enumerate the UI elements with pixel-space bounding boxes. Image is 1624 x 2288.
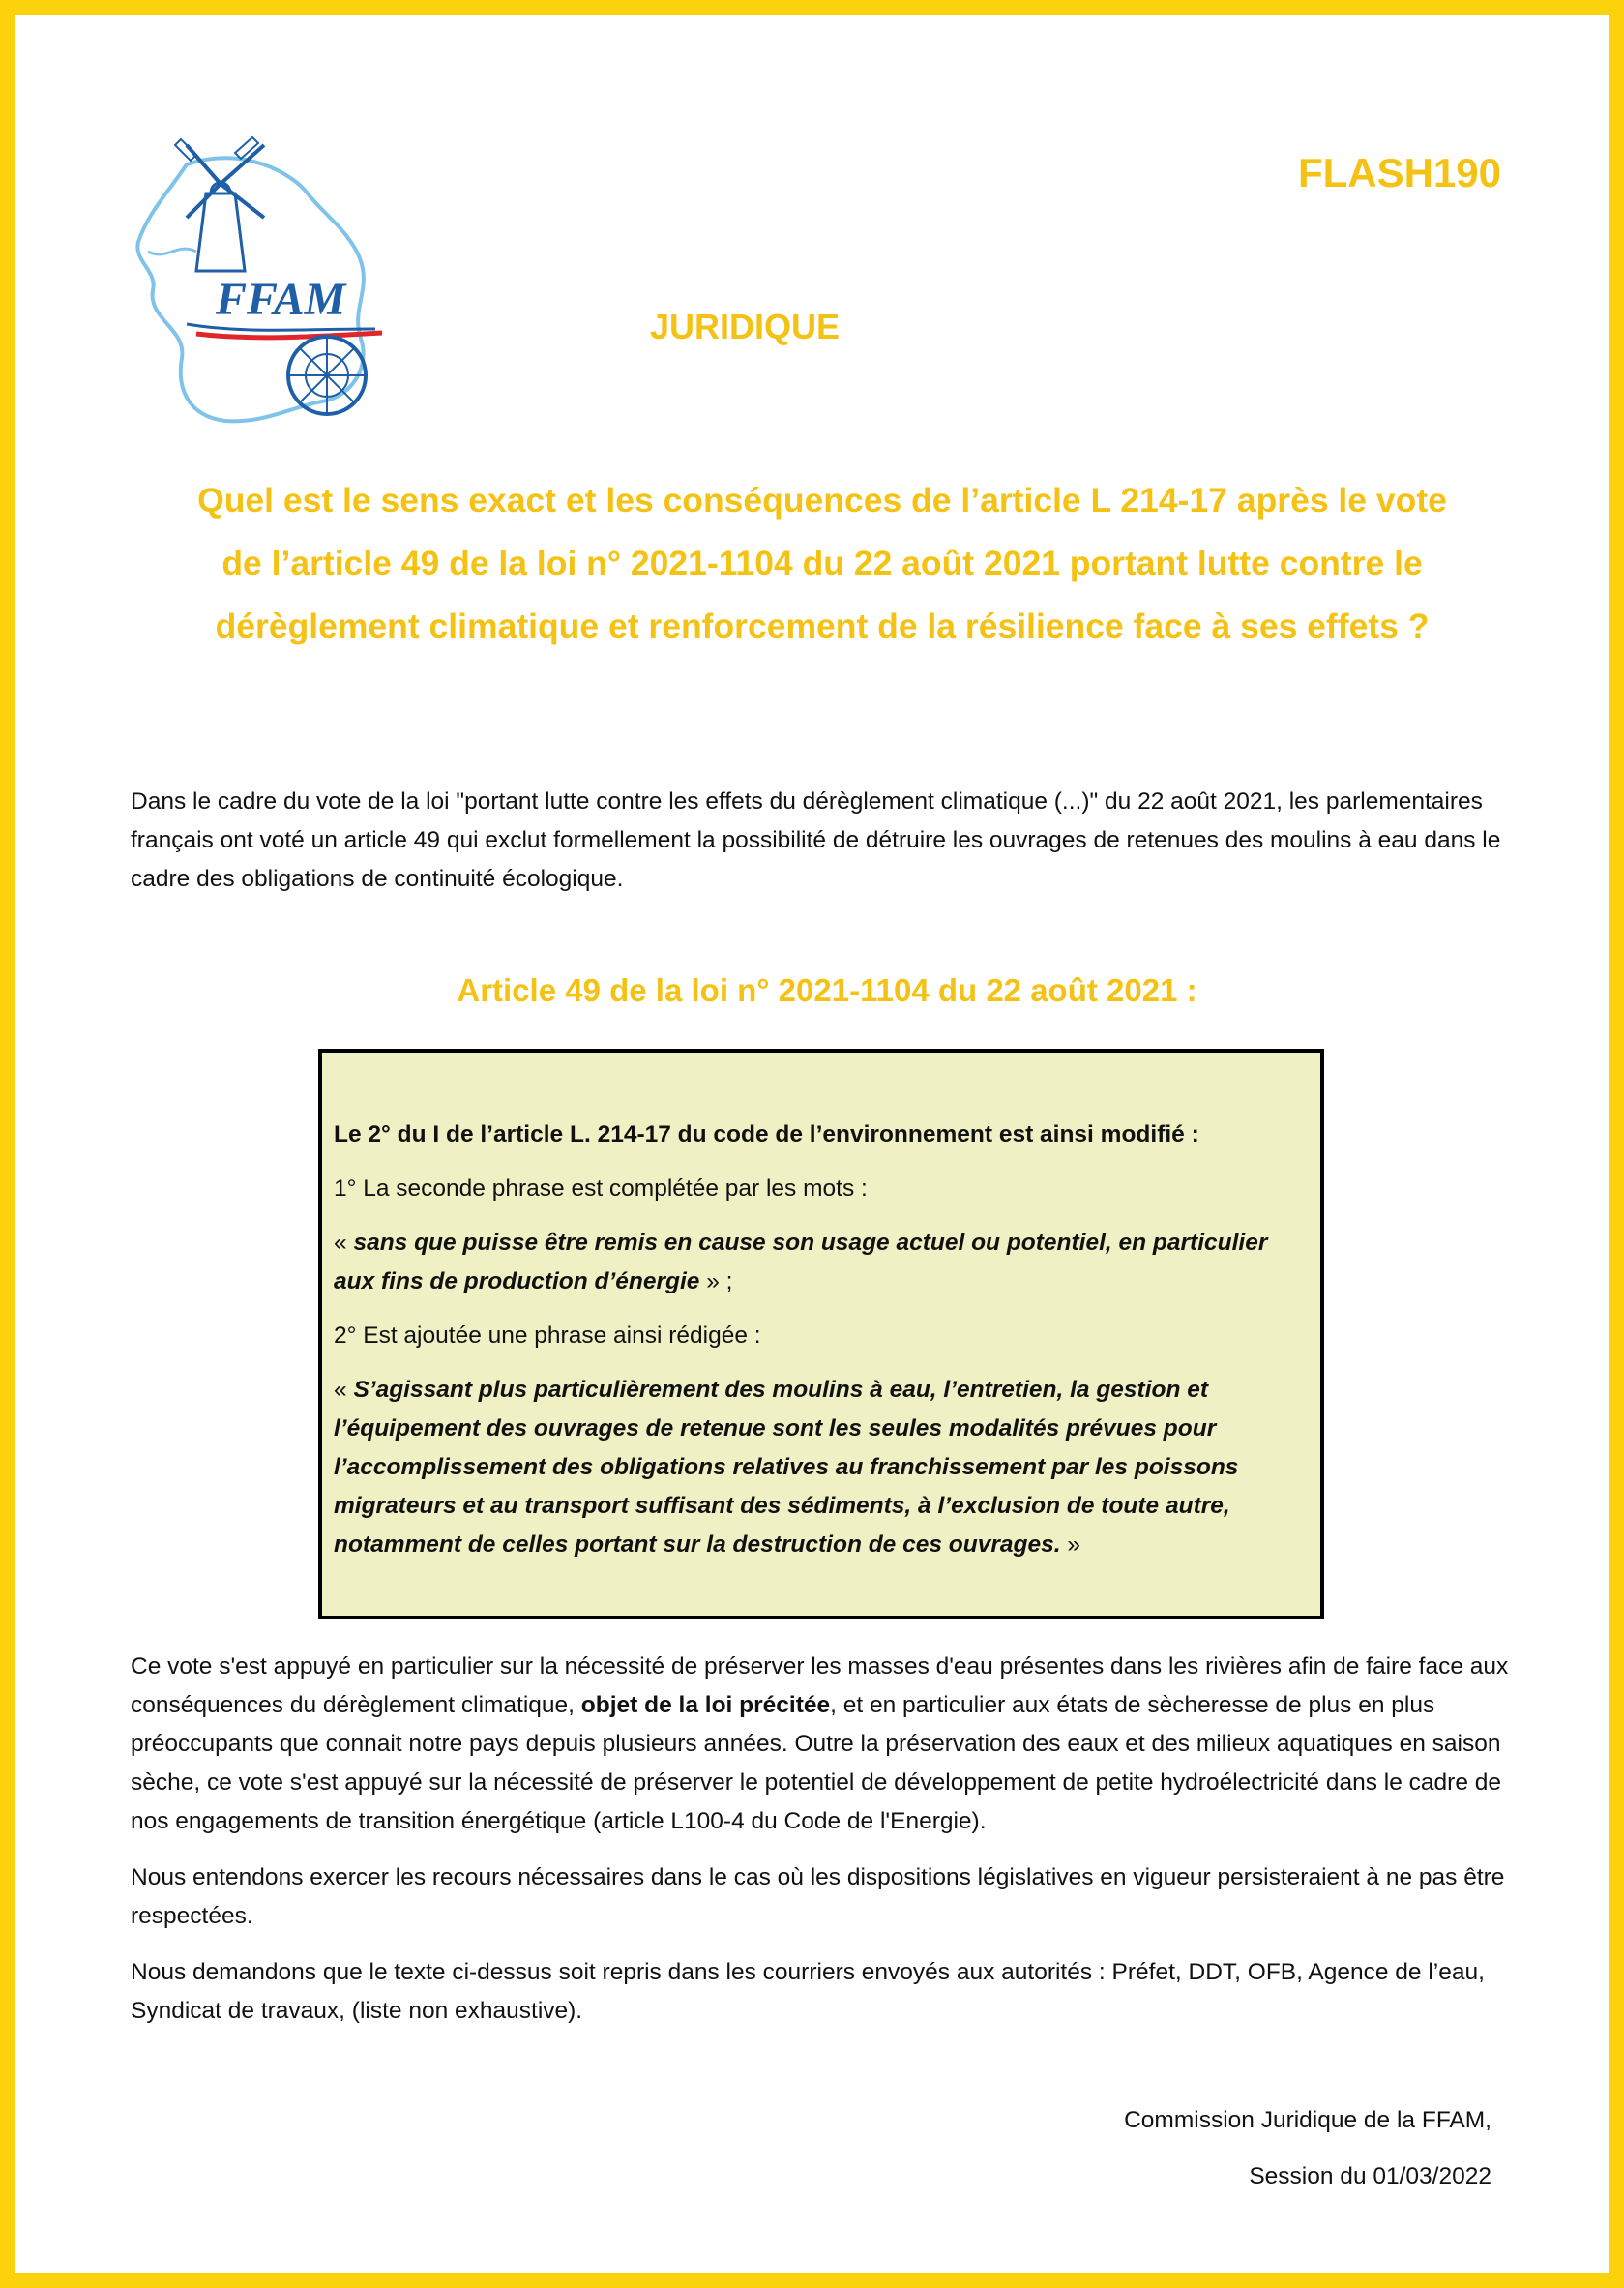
article-item-2: 2° Est ajoutée une phrase ainsi rédigée : (334, 1322, 761, 1349)
body-paragraph-1 (131, 1648, 1523, 1841)
signature-line-2: Session du 01/03/2022 (1249, 2163, 1491, 2189)
flash-code: FLASH190 (1297, 150, 1501, 195)
title-line: de l’article 49 de la loi n° 2021-1104 du 22 août 2021 portant lutte contre le (221, 544, 1423, 582)
title-line: dérèglement climatique et renforcement de la résilience face à ses effets ? (215, 607, 1430, 645)
quote-close: » (1060, 1531, 1080, 1558)
body-text-bold: objet de la loi précitée (580, 1692, 831, 1718)
category-label: JURIDIQUE (649, 307, 841, 346)
signature-line-1: Commission Juridique de la FFAM, (1124, 2107, 1491, 2133)
quote-open: « (334, 1230, 354, 1256)
body-paragraph-2: Nous entendons exercer les recours nécessaires dans le cas où les dispositions législatives en vigueur persisteraient à ne pas être respectées. (131, 1864, 1505, 1929)
intro-paragraph: Dans le cadre du vote de la loi "portant lutte contre les effets du dérèglement climatique (...)" du 22 août 2021, les parlementaires français ont voté un article 49 qui exclut formellement la possibilité de détruire les ouvrages de retenues des moulins à eau dans le cadre des obligations de continuité écologique. (131, 788, 1501, 892)
article-quote-1 (334, 1224, 1311, 1301)
article-lead: Le 2° du I de l’article L. 214-17 du code de l’environnement est ainsi modifié : (334, 1121, 1199, 1147)
title-line: Quel est le sens exact et les conséquences de l’article L 214-17 après le vote (197, 481, 1447, 520)
article-box (318, 1049, 1324, 1619)
logo-text: FFAM (216, 274, 346, 325)
quote-text: sans que puisse être remis en cause son usage actuel ou potentiel, en particulier aux fins de production d’énergie (334, 1230, 1268, 1294)
body-paragraph-3: Nous demandons que le texte ci-dessus soit repris dans les courriers envoyés aux autorités : Préfet, DDT, OFB, Agence de l’eau, Syndicat de travaux, (liste non exhaustive). (131, 1959, 1485, 2024)
main-title (131, 469, 1514, 658)
body-text-segment: Ce vote s'est appuyé en particulier sur la nécessité de préserver les masses d'eau présentes dans les rivières afin de faire face aux conséquences du dérèglement climatique, (131, 1653, 1509, 1718)
quote-text: S’agissant plus particulièrement des moulins à eau, l’entretien, la gestion et l’équipement des ouvrages de retenue sont les seules modalités prévues pour l’accomplissement des obligations relatives au franchissement par les poissons migrateurs et au transport suffisant des sédiments, à l’exclusion de toute autre, notamment de celles portant sur la destruction de ces ouvrages. (334, 1377, 1239, 1558)
article-quote-2 (334, 1371, 1311, 1564)
quote-open: « (334, 1377, 354, 1403)
article-item-1: 1° La seconde phrase est complétée par les mots : (334, 1175, 868, 1202)
body-text (131, 1648, 1523, 2048)
body-text-segment: , et en particulier aux états de sècheresse de plus en plus préoccupants que connait notre pays depuis plusieurs années. Outre la préservation des eaux et des milieux aquatiques en saison sèche, ce vote s'est appuyé sur la nécessité de préserver le potentiel de développement de petite hydroélectricité dans le cadre de nos engagements de transition énergétique (article L100-4 du Code de l'Energie). (131, 1692, 1502, 1834)
article-heading: Article 49 de la loi n° 2021-1104 du 22 août 2021 : (457, 972, 1197, 1008)
quote-close: » ; (699, 1268, 733, 1294)
ffam-logo (129, 126, 390, 426)
